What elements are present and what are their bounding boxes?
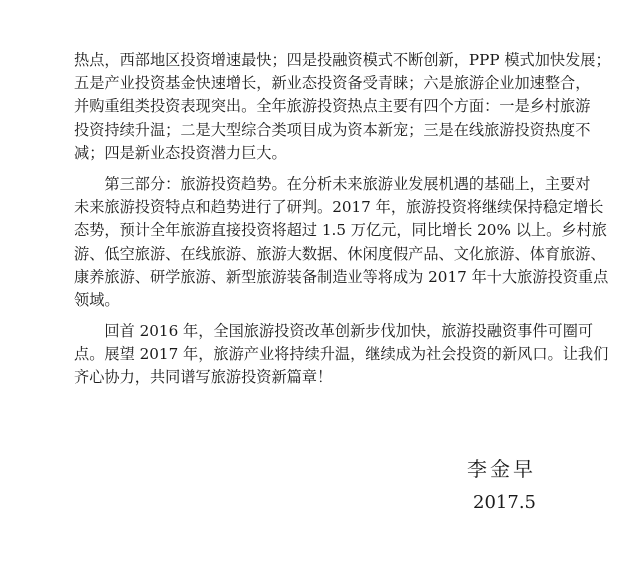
text-line: 未来旅游投资特点和趋势进行了研判。2017 年，旅游投资将继续保持稳定增长: [74, 198, 604, 217]
text-line: 领域。: [74, 290, 120, 309]
text-line: 游、低空旅游、在线旅游、旅游大数据、休闲度假产品、文化旅游、体育旅游、: [74, 244, 606, 263]
text-line: 五是产业投资基金快速增长，新业态投资备受青睐；六是旅游企业加速整合，: [74, 74, 591, 93]
text-line: 态势，预计全年旅游直接投资将超过 1.5 万亿元，同比增长 20% 以上。乡村旅: [74, 221, 607, 240]
text-line: 投资持续升温；二是大型综合类项目成为资本新宠；三是在线旅游投资热度不: [74, 120, 591, 139]
text-line: 齐心协力，共同谱写旅游投资新篇章！: [74, 368, 333, 387]
text-line: 第三部分：旅游投资趋势。在分析未来旅游业发展机遇的基础上，主要对: [74, 174, 591, 193]
text-line: 并购重组类投资表现突出。全年旅游投资热点主要有四个方面：一是乡村旅游: [74, 97, 591, 116]
text-line: 康养旅游、研学旅游、新型旅游装备制造业等将成为 2017 年十大旅游投资重点: [74, 267, 609, 286]
text-line: 减；四是新业态投资潜力巨大。: [74, 143, 287, 162]
text-line: 点。展望 2017 年，旅游产业将持续升温，继续成为社会投资的新风口。让我们: [74, 345, 609, 364]
text-line: 回首 2016 年，全国旅游投资改革创新步伐加快，旅游投融资事件可圈可: [74, 322, 594, 341]
signature-name: 李金早: [467, 457, 536, 481]
signature-block: [467, 452, 536, 520]
paragraph-gap: [74, 312, 574, 320]
paragraph-gap: [74, 165, 574, 173]
text-line: 热点，西部地区投资增速最快；四是投融资模式不断创新，PPP 模式加快发展；: [74, 51, 611, 69]
signature-date: 2017.5: [473, 492, 536, 513]
body-text: [74, 49, 611, 390]
